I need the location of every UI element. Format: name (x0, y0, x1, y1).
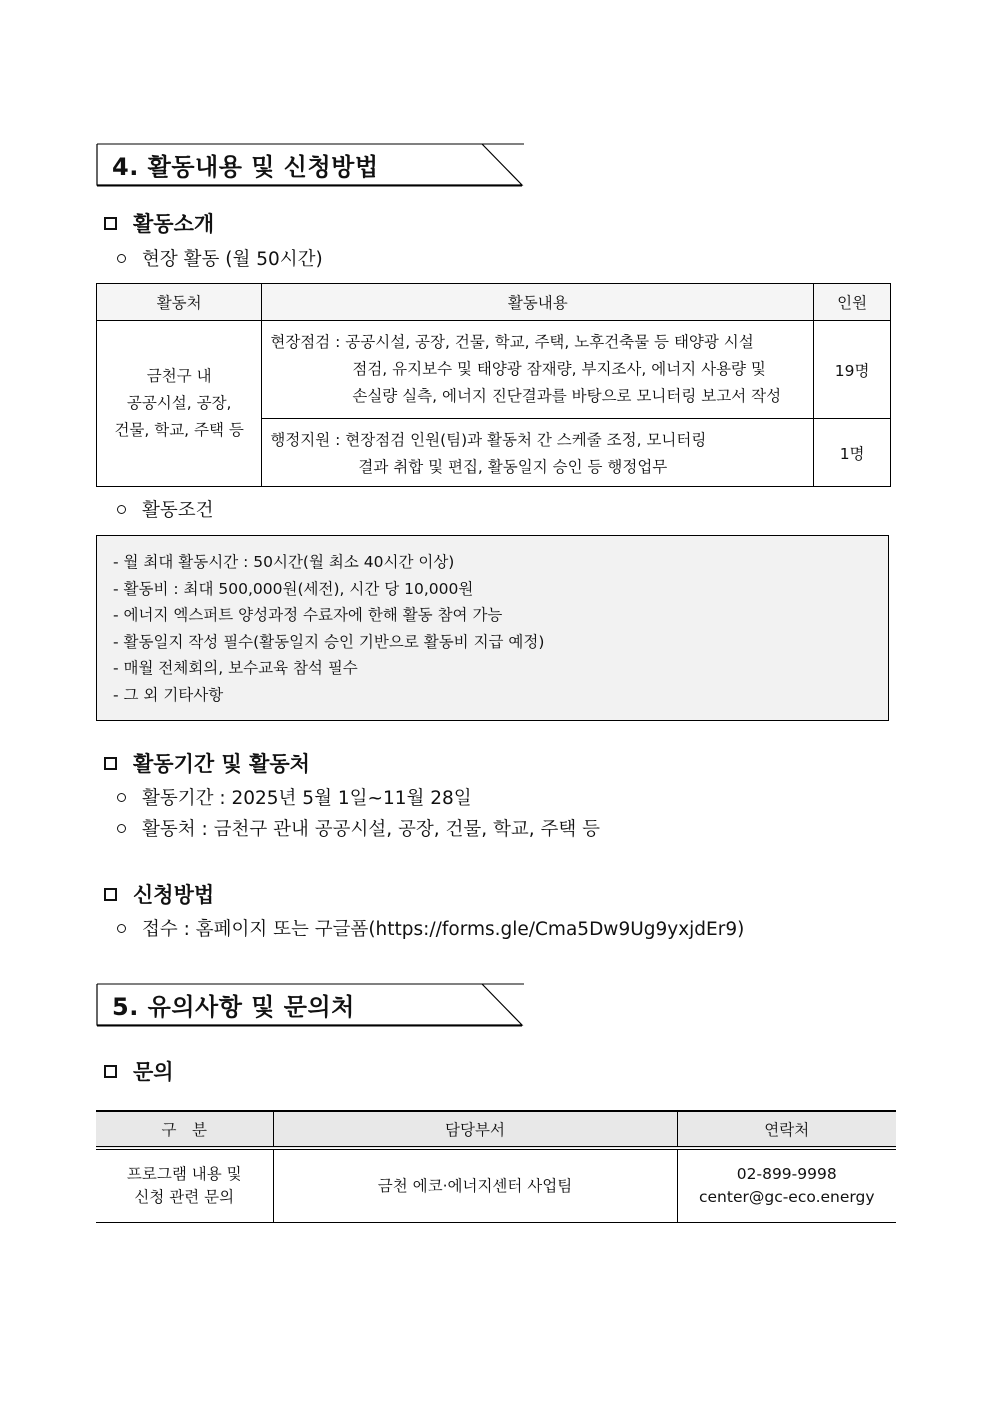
heading-activity-intro (104, 208, 214, 238)
contact-table (96, 1110, 896, 1223)
contact-email[interactable]: center@gc-eco.energy (698, 1188, 875, 1206)
bullet-location-text: 활동처 : 금천구 관내 공공시설, 공장, 건물, 학교, 주택 등 (142, 819, 600, 840)
contact-table-header (96, 1111, 896, 1148)
content-cell-admin-support (262, 419, 814, 487)
bullet-period (117, 784, 472, 810)
bullet-conditions-text: 활동조건 (142, 500, 214, 521)
count-cell: 19명 (814, 321, 891, 419)
heading-inquiry-text: 문의 (133, 1060, 174, 1084)
place-line: 건물, 학교, 주택 등 (114, 421, 244, 439)
bullet-location (117, 815, 600, 841)
heading-inquiry (104, 1056, 174, 1086)
header-department: 담당부서 (273, 1111, 677, 1148)
category-cell (96, 1148, 273, 1223)
condition-item: - 활동비 : 최대 500,000원(세전), 시간 당 10,000원 (113, 579, 474, 598)
activity-table-header (97, 284, 891, 321)
content-line: 행정지원 : 현장점검 인원(팀)과 활동처 간 스케줄 조정, 모니터링 (270, 431, 707, 449)
place-line: 공공시설, 공장, (126, 394, 232, 412)
content-line: 현장점검 : 공공시설, 공장, 건물, 학교, 주택, 노후건축물 등 태양광 시설 (270, 333, 754, 351)
condition-item: - 월 최대 활동시간 : 50시간(월 최소 40시간 이상) (113, 553, 455, 571)
bullet-conditions (117, 496, 213, 522)
header-content: 활동내용 (262, 284, 814, 321)
place-cell (97, 321, 262, 487)
section-4-title: 4. 활동내용 및 신청방법 (112, 153, 379, 181)
circle-bullet-icon (117, 254, 126, 263)
section-4-banner (96, 143, 524, 185)
header-count: 인원 (814, 284, 891, 321)
heading-activity-intro-text: 활동소개 (133, 212, 215, 236)
checkbox-square-icon (104, 757, 117, 770)
condition-item: - 그 외 기타사항 (113, 685, 224, 704)
section-5-banner (96, 983, 524, 1025)
circle-bullet-icon (117, 824, 126, 833)
circle-bullet-icon (117, 505, 126, 514)
condition-item: - 매월 전체회의, 보수교육 참석 필수 (113, 659, 358, 677)
bullet-apply (117, 915, 744, 941)
category-line: 프로그램 내용 및 (126, 1165, 242, 1183)
checkbox-square-icon (104, 1065, 117, 1078)
heading-period-text: 활동기간 및 활동처 (133, 752, 310, 776)
checkbox-square-icon (104, 888, 117, 901)
condition-item: - 활동일지 작성 필수(활동일지 승인 기반으로 활동비 지급 예정) (113, 632, 545, 651)
bullet-period-text: 활동기간 : 2025년 5월 1일~11월 28일 (142, 788, 472, 809)
category-line: 신청 관련 문의 (134, 1188, 235, 1206)
conditions-box (96, 535, 889, 721)
content-line: 점검, 유지보수 및 태양광 잠재량, 부지조사, 에너지 사용량 및 (352, 360, 766, 378)
table-row (97, 321, 891, 419)
circle-bullet-icon (117, 793, 126, 802)
activity-table (96, 283, 891, 487)
section-5-title: 5. 유의사항 및 문의처 (112, 993, 355, 1021)
content-cell-field-inspection (262, 321, 814, 419)
contact-phone: 02-899-9998 (736, 1165, 837, 1183)
place-line: 금천구 내 (146, 367, 212, 385)
count-cell: 1명 (814, 419, 891, 487)
contact-cell (677, 1148, 896, 1223)
heading-apply-text: 신청방법 (133, 883, 215, 907)
department-cell: 금천 에코·에너지센터 사업팀 (273, 1148, 677, 1223)
bullet-field-activity (117, 245, 323, 271)
heading-period (104, 748, 310, 778)
condition-item: - 에너지 엑스퍼트 양성과정 수료자에 한해 활동 참여 가능 (113, 606, 503, 624)
table-row (96, 1148, 896, 1223)
heading-apply (104, 879, 214, 909)
bullet-field-activity-text: 현장 활동 (월 50시간) (142, 249, 323, 270)
header-category: 구 분 (96, 1111, 273, 1148)
header-contact: 연락처 (677, 1111, 896, 1148)
header-place: 활동처 (97, 284, 262, 321)
content-line: 손실량 실측, 에너지 진단결과를 바탕으로 모니터링 보고서 작성 (352, 387, 782, 405)
checkbox-square-icon (104, 217, 117, 230)
circle-bullet-icon (117, 924, 126, 933)
content-line: 결과 취합 및 편집, 활동일지 승인 등 행정업무 (358, 458, 668, 476)
bullet-apply-text: 접수 : 홈페이지 또는 구글폼(https://forms.gle/Cma5Dw9Ug9yxjdEr9) (142, 919, 745, 940)
